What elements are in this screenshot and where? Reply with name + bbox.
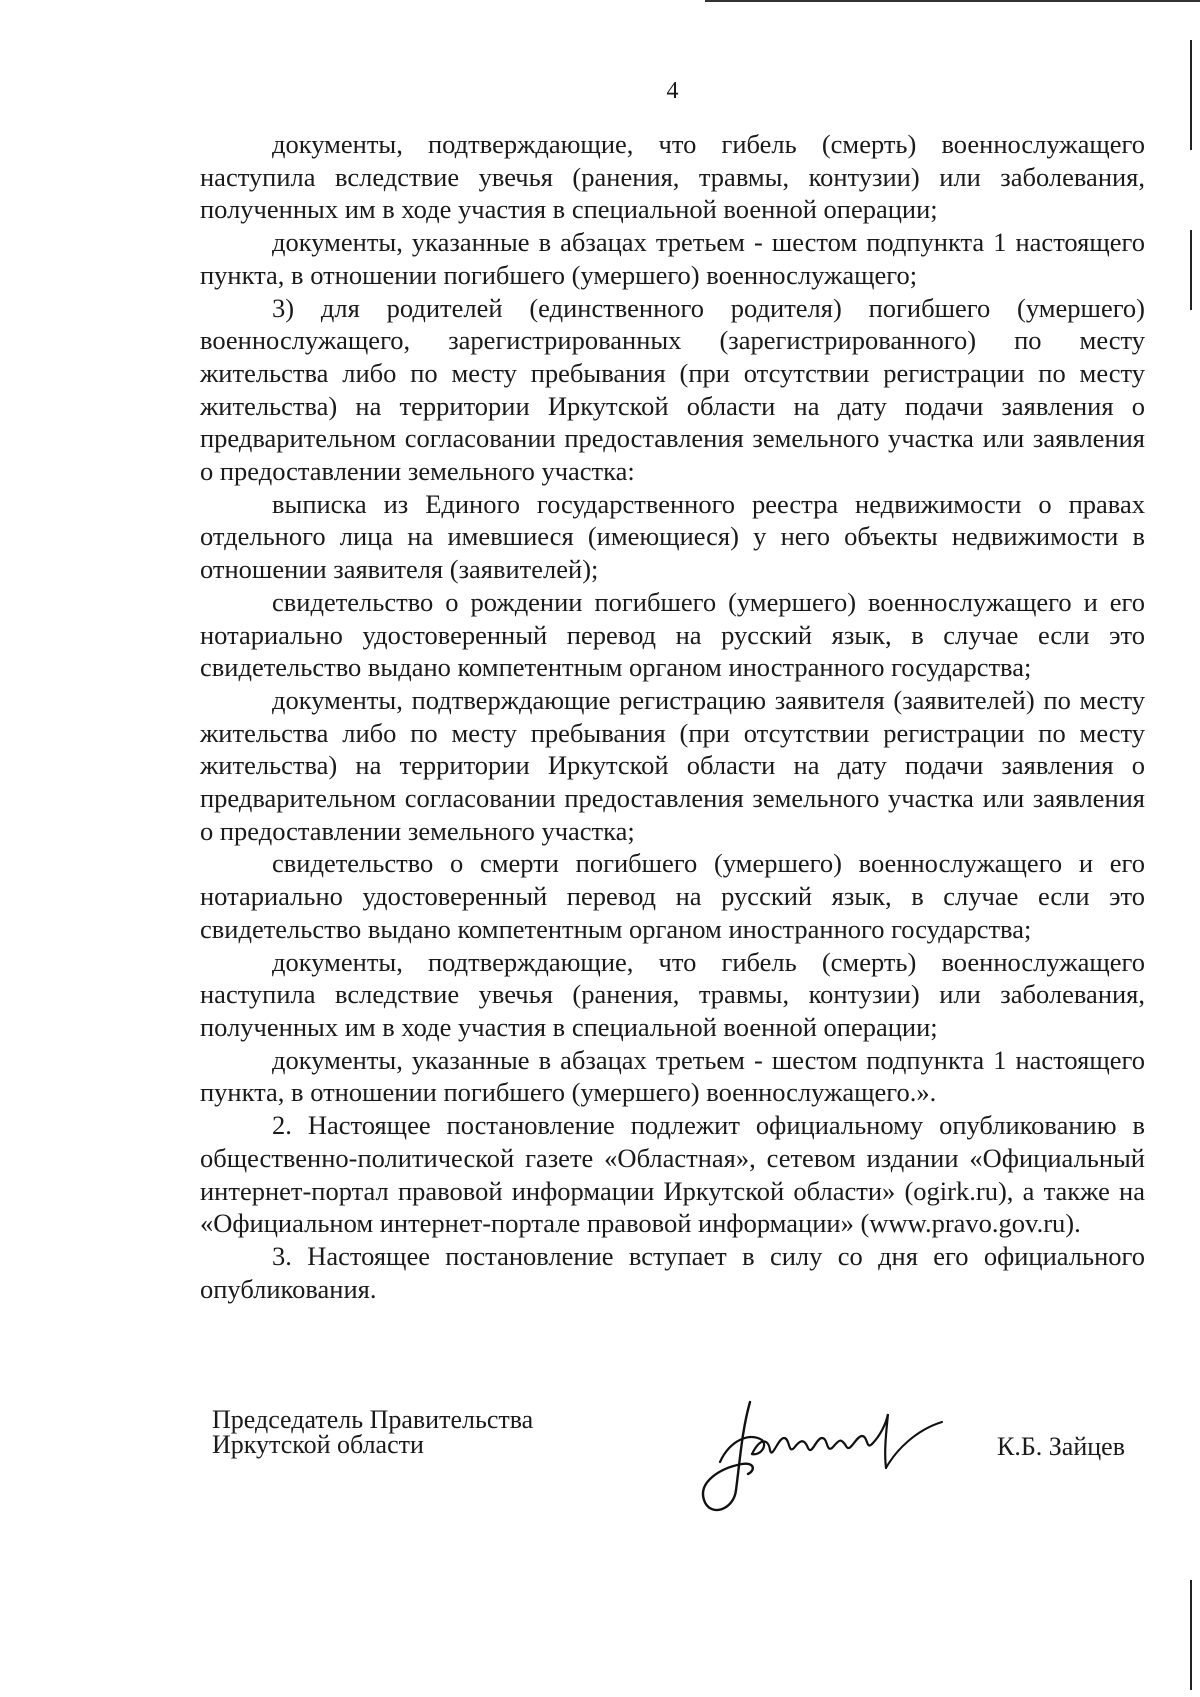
paragraph: свидетельство о рождении погибшего (умершего) военнослужащего и его нотариально удостоверенный перевод на русский язык, в случае если это свидетельство выдано компетентным органом иностранного государства; <box>200 586 1145 683</box>
signer-position-line: Председатель Правительства <box>212 1405 534 1434</box>
scan-right-edge <box>1190 1580 1192 1690</box>
paragraph: 2. Настоящее постановление подлежит официальному опубликованию в общественно-политической газете «Областная», сетевом издании «Официальный интернет-портал правовой информации Иркутской области» (ogirk.ru), а также на «Официальном интернет-портале правовой информации» (www.pravo.gov.ru). <box>200 1110 1145 1239</box>
paragraph: свидетельство о смерти погибшего (умершего) военнослужащего и его нотариально удостоверенный перевод на русский язык, в случае если это свидетельство выдано компетентным органом иностранного государства; <box>200 848 1145 944</box>
signer-position <box>212 1407 533 1457</box>
handwritten-signature <box>690 1390 970 1520</box>
scan-top-edge <box>705 0 1200 2</box>
paragraph: выписка из Единого государственного реестра недвижимости о правах отдельного лица на имевшиеся (имеющиеся) у него объекты недвижимости в отношении заявителя (заявителей); <box>200 488 1145 585</box>
paragraph: документы, подтверждающие регистрацию заявителя (заявителей) по месту жительства либо по месту пребывания (при отсутствии регистрации по месту жительства) на территории Иркутской области на дату подачи заявления о предварительном согласовании предоставления земельного участка или заявления о предоставлении земельного участка; <box>200 684 1145 846</box>
scan-right-edge <box>1190 230 1192 310</box>
paragraph: 3. Настоящее постановление вступает в силу со дня его официального опубликования. <box>200 1240 1145 1304</box>
paragraph: 3) для родителей (единственного родителя) погибшего (умершего) военнослужащего, зарегистрированных (зарегистрированного) по месту жительства либо по месту пребывания (при отсутствии регистрации по месту жительства) на территории Иркутской области на дату подачи заявления о предварительном согласовании предоставления земельного участка или заявления о предоставлении земельного участка: <box>200 292 1145 487</box>
paragraph: документы, указанные в абзацах третьем - шестом подпункта 1 настоящего пункта, в отношении погибшего (умершего) военнослужащего; <box>200 227 1145 290</box>
paragraph: документы, указанные в абзацах третьем - шестом подпункта 1 настоящего пункта, в отношении погибшего (умершего) военнослужащего.». <box>200 1044 1145 1108</box>
paragraph: документы, подтверждающие, что гибель (смерть) военнослужащего наступила вследствие увечья (ранения, травмы, контузии) или заболевания, полученных им в ходе участия в специальной военной операции; <box>200 129 1145 225</box>
document-body <box>200 128 1145 1305</box>
signer-position-line: Иркутской области <box>212 1430 424 1459</box>
signer-name: К.Б. Зайцев <box>997 1432 1125 1461</box>
page-number: 4 <box>666 78 679 104</box>
paragraph: документы, подтверждающие, что гибель (смерть) военнослужащего наступила вследствие увечья (ранения, травмы, контузии) или заболевания, полученных им в ходе участия в специальной военной операции; <box>200 946 1145 1042</box>
